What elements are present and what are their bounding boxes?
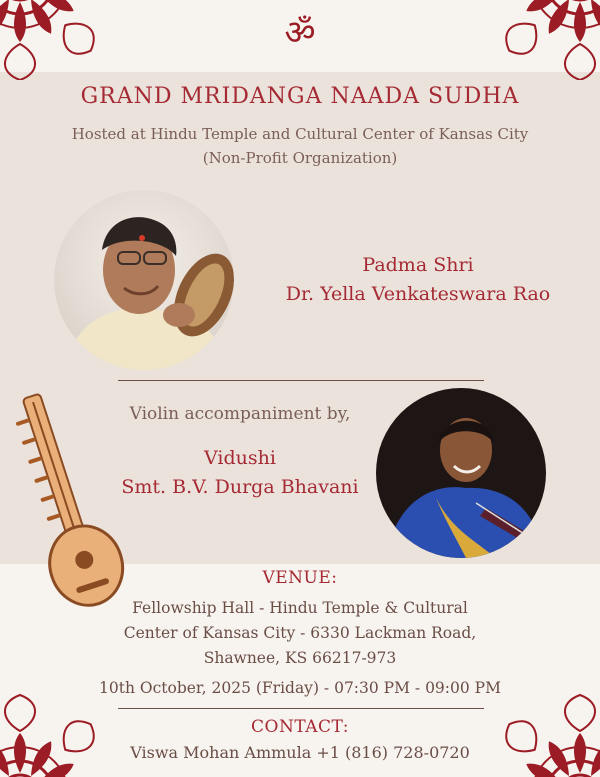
host-line-2: (Non-Profit Organization) <box>202 149 398 167</box>
venue-line-3: Shawnee, KS 66217-973 <box>203 649 397 667</box>
contact-line: Viswa Mohan Ammula +1 (816) 728-0720 <box>130 743 470 762</box>
event-datetime: 10th October, 2025 (Friday) - 07:30 PM - 09:00 PM <box>99 679 501 697</box>
venue-line-2: Center of Kansas City - 6330 Lackman Road, <box>123 624 477 642</box>
event-title: GRAND MRIDANGA NAADA SUDHA <box>80 84 520 109</box>
venue-line-1: Fellowship Hall - Hindu Temple & Cultural <box>132 599 468 617</box>
om-symbol: ॐ <box>284 13 316 53</box>
accompanist-photo <box>376 388 546 558</box>
main-artist-name: Dr. Yella Venkateswara Rao <box>285 283 551 305</box>
divider-bottom <box>118 708 484 709</box>
accompaniment-intro: Violin accompaniment by, <box>129 404 351 424</box>
accompanist-honor: Vidushi <box>204 447 276 469</box>
host-line-1: Hosted at Hindu Temple and Cultural Center of Kansas City <box>71 125 529 143</box>
main-artist-honor: Padma Shri <box>362 254 474 276</box>
divider-top <box>118 380 484 381</box>
accompanist-name: Smt. B.V. Durga Bhavani <box>121 476 359 498</box>
main-artist-photo <box>54 190 234 370</box>
venue-heading: VENUE: <box>262 568 338 588</box>
contact-heading: CONTACT: <box>251 717 349 737</box>
